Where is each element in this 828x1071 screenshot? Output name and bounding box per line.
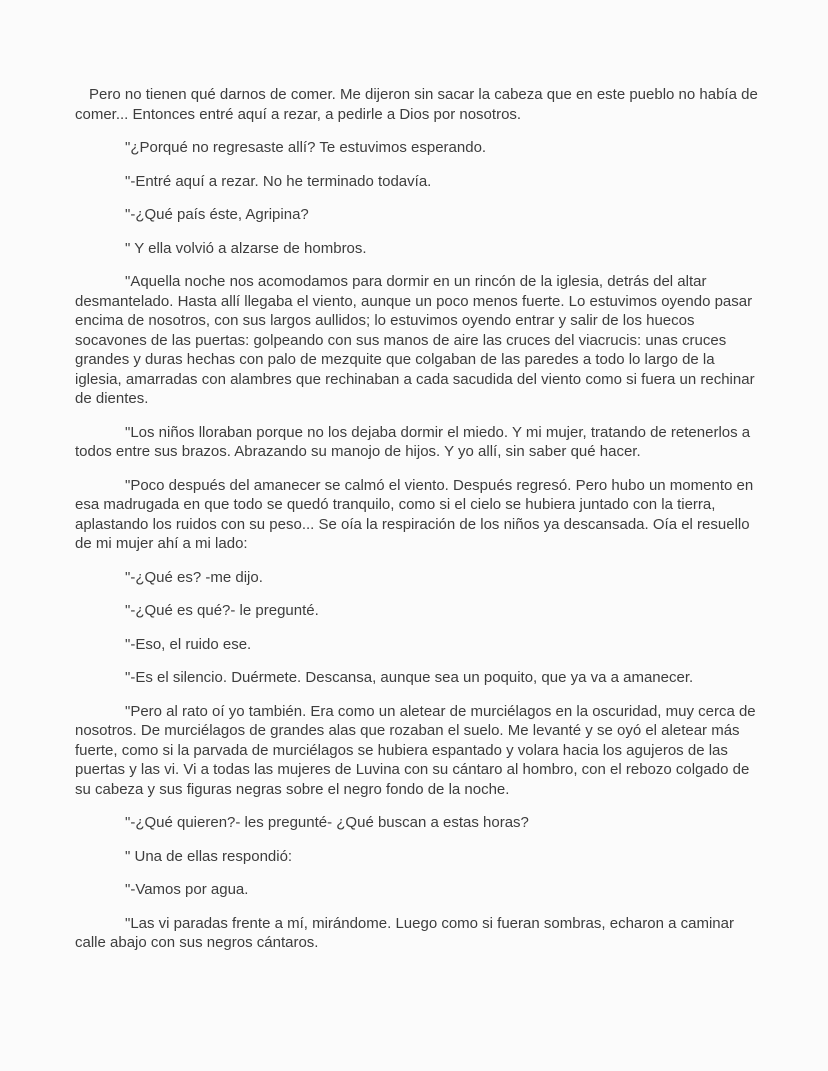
paragraph: "-¿Qué es qué?- le pregunté. <box>125 602 319 619</box>
paragraph: " Una de ellas respondió: <box>125 847 293 865</box>
paragraph: "Aquella noche nos acomodamos para dormir en un rincón de la iglesia, detrás del altar desmantelado. Hasta allí llegaba el viento, aunque un poco menos fuerte. Lo estuvimos oyendo pasar encima de nosotros, con sus largos aullidos; lo estuvimos oyendo entrar y salir de los huecos socavones de las puertas: golpeando con sus manos de aire las cruces del viacrucis: unas cruces grandes y duras hechas con palo de mezquite que colgaban de las paredes a todo lo largo de la iglesia, amarradas con alambres que rechinaban a cada sacudida del viento como si fuera un rechinar de dientes. <box>75 273 755 407</box>
paragraph: " Y ella volvió a alzarse de hombros. <box>125 239 367 257</box>
paragraph: "-¿Qué quieren?- les pregunté- ¿Qué buscan a estas horas? <box>125 814 529 831</box>
paragraph: "-Eso, el ruido ese. <box>125 635 252 653</box>
paragraph: "Las vi paradas frente a mí, mirándome. Luego como si fueran sombras, echaron a caminar calle abajo con sus negros cántaros. <box>75 914 734 951</box>
paragraph: "Pero al rato oí yo también. Era como un aletear de murciélagos en la oscuridad, muy cerca de nosotros. De murciélagos de grandes alas que rozaban el suelo. Me levanté y se oyó el aletear más fuerte, como si la parvada de murciélagos se hubiera espantado y volara hacia los agujeros de las puertas y las vi. Vi a todas las mujeres de Luvina con su cántaro al hombro, con el rebozo colgado de su cabeza y sus figuras negras sobre el negro fondo de la noche. <box>75 702 756 798</box>
paragraph: "Poco después del amanecer se calmó el viento. Después regresó. Pero hubo un momento en esa madrugada en que todo se quedó tranquilo, como si el cielo se hubiera juntado con la tierra, aplastando los ruidos con su peso... Se oía la respiración de los niños ya descansada. Oía el resuello de mi mujer ahí a mi lado: <box>75 476 754 552</box>
paragraph: "-Entré aquí a rezar. No he terminado todavía. <box>125 172 432 190</box>
paragraph: "¿Porqué no regresaste allí? Te estuvimos esperando. <box>125 139 487 156</box>
paragraph: "-¿Qué país éste, Agripina? <box>125 206 309 223</box>
paragraph: Pero no tienen qué darnos de comer. Me dijeron sin sacar la cabeza que en este pueblo no había de comer... Entonces entré aquí a rezar, a pedirle a Dios por nosotros. <box>75 86 758 123</box>
paragraph: "-¿Qué es? -me dijo. <box>125 568 263 586</box>
paragraph: "-Es el silencio. Duérmete. Descansa, aunque sea un poquito, que ya va a amanecer. <box>125 669 694 686</box>
paragraph: "Los niños lloraban porque no los dejaba dormir el miedo. Y mi mujer, tratando de retenerlos a todos entre sus brazos. Abrazando su manojo de hijos. Y yo allí, sin saber qué hacer. <box>75 423 751 460</box>
paragraph: "-Vamos por agua. <box>125 881 249 898</box>
